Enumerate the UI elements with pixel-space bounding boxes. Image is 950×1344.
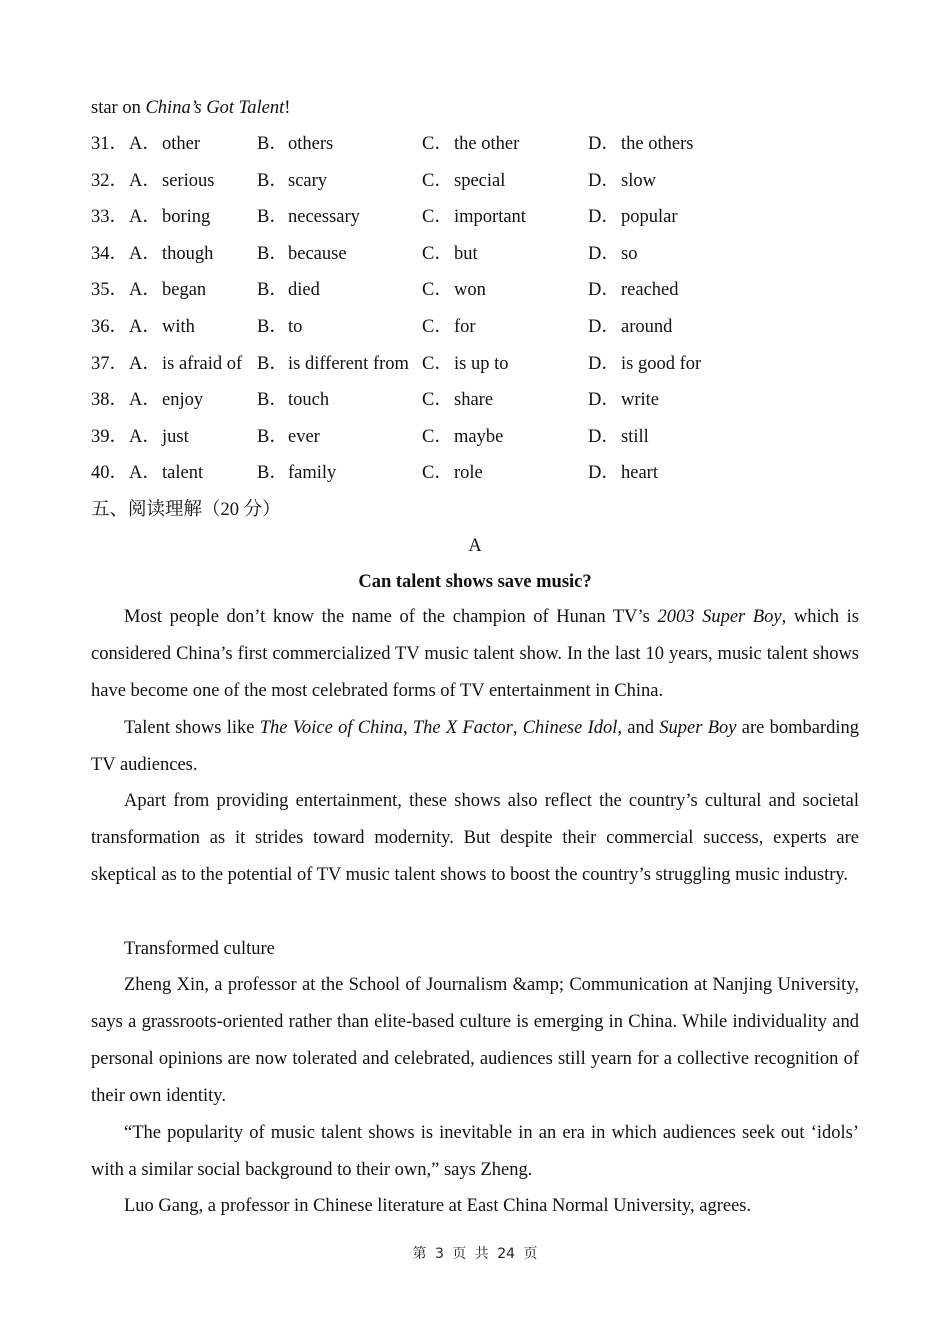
option-d: reached (621, 280, 679, 301)
option-d: is good for (621, 353, 702, 374)
option-b: others (288, 134, 334, 154)
option-d: so (621, 243, 638, 264)
question-row (91, 315, 859, 339)
question-number: 31． (91, 134, 129, 154)
option-b: necessary (288, 207, 360, 228)
option-label-a: A． (129, 463, 161, 484)
option-label-b: B． (257, 353, 288, 374)
option-a: just (162, 426, 189, 447)
option-a: began (162, 280, 207, 301)
option-label-b: B． (257, 207, 288, 228)
option-label-a: A． (129, 134, 161, 154)
option-c: but (454, 243, 478, 264)
option-label-b: B． (257, 426, 288, 447)
question-number: 37． (91, 353, 129, 374)
passage-title: Can talent shows save music? (358, 572, 592, 592)
option-label-a: A． (129, 207, 161, 228)
section-heading: 五、阅读理解（20 分） (91, 500, 281, 520)
paragraph-5: “The popularity of music talent shows is inevitable in an era in which audiences seek out ‘idols’ with a similar social background to their own,” says Zheng. (91, 1123, 859, 1180)
question-number: 39． (91, 426, 129, 447)
intro-suffix: ! (284, 98, 291, 118)
option-label-c: C． (422, 317, 453, 337)
option-label-c: C． (422, 390, 453, 411)
option-c: the other (454, 134, 520, 154)
option-b: ever (288, 426, 320, 447)
option-c: important (454, 207, 526, 228)
option-label-c: C． (422, 463, 453, 484)
option-c: share (454, 390, 494, 411)
question-number: 32． (91, 170, 129, 191)
question-row (91, 205, 859, 229)
option-b: is different from (288, 353, 409, 374)
option-d: slow (621, 170, 656, 191)
option-c: maybe (454, 426, 504, 447)
option-c: for (454, 317, 476, 337)
paragraph-1: Most people don’t know the name of the champion of Hunan TV’s 2003 Super Boy, which is considered China’s first commercialized TV music talent show. In the last 10 years, music talent shows have become one of the most celebrated forms of TV entertainment in China. (91, 607, 859, 701)
option-label-d: D． (588, 390, 620, 411)
question-number: 36． (91, 317, 129, 337)
question-row (91, 388, 859, 412)
option-label-a: A． (129, 353, 161, 374)
option-label-b: B． (257, 463, 288, 484)
option-c: role (454, 463, 483, 484)
option-label-d: D． (588, 207, 620, 228)
question-row (91, 425, 859, 449)
option-b: because (288, 243, 347, 264)
question-number: 40． (91, 463, 129, 484)
option-a: enjoy (162, 390, 204, 411)
question-row (91, 242, 859, 266)
option-label-a: A． (129, 170, 161, 191)
question-row (91, 352, 859, 376)
passage-label: A (468, 536, 482, 556)
option-d: the others (621, 134, 694, 154)
option-d: write (621, 390, 660, 411)
question-row (91, 461, 859, 485)
paragraph-4: Zheng Xin, a professor at the School of Journalism &amp; Communication at Nanjing University, says a grassroots-oriented rather than elite-based culture is emerging in China. While individuality and personal opinions are now tolerated and celebrated, audiences still yearn for a collective recognition of their own identity. (91, 975, 859, 1106)
option-d: around (621, 317, 673, 337)
option-label-c: C． (422, 170, 453, 191)
option-label-d: D． (588, 426, 620, 447)
intro-line (91, 96, 290, 120)
option-label-b: B． (257, 390, 288, 411)
option-a: with (162, 317, 195, 337)
option-label-b: B． (257, 134, 288, 154)
option-label-a: A． (129, 390, 161, 411)
option-d: popular (621, 207, 678, 228)
question-number: 33． (91, 207, 129, 228)
option-b: to (288, 317, 303, 337)
option-b: died (288, 280, 320, 301)
option-label-b: B． (257, 243, 288, 264)
option-label-a: A． (129, 426, 161, 447)
option-label-b: B． (257, 280, 288, 301)
show-title: China’s Got Talent (145, 98, 285, 118)
option-label-b: B． (257, 170, 288, 191)
option-label-c: C． (422, 280, 453, 301)
option-label-d: D． (588, 134, 620, 154)
option-d: heart (621, 463, 658, 484)
page-footer: 第 3 页 共 24 页 (412, 1246, 538, 1262)
option-label-a: A． (129, 243, 161, 264)
option-label-d: D． (588, 243, 620, 264)
question-row (91, 278, 859, 302)
option-b: family (288, 463, 337, 484)
paragraph-3: Apart from providing entertainment, these shows also reflect the country’s cultural and societal transformation as it strides toward modernity. But despite their commercial success, experts are skeptical as to the potential of TV music talent shows to boost the country’s struggling music industry. (91, 791, 859, 885)
option-a: boring (162, 207, 211, 228)
option-a: is afraid of (162, 353, 243, 374)
question-row (91, 132, 859, 156)
paragraph-2: Talent shows like The Voice of China, The X Factor, Chinese Idol, and Super Boy are bombarding TV audiences. (91, 718, 859, 775)
option-a: serious (162, 170, 215, 191)
subheading: Transformed culture (124, 939, 275, 959)
option-label-d: D． (588, 463, 620, 484)
option-label-c: C． (422, 426, 453, 447)
option-label-d: D． (588, 353, 620, 374)
option-label-c: C． (422, 243, 453, 264)
option-label-c: C． (422, 134, 453, 154)
option-label-d: D． (588, 280, 620, 301)
option-c: won (454, 280, 486, 301)
option-a: though (162, 243, 214, 264)
question-row (91, 169, 859, 193)
option-c: is up to (454, 353, 509, 374)
option-label-d: D． (588, 317, 620, 337)
paragraph-6: Luo Gang, a professor in Chinese literature at East China Normal University, agrees. (124, 1196, 752, 1216)
question-number: 34． (91, 243, 129, 264)
option-label-c: C． (422, 353, 453, 374)
option-d: still (621, 426, 649, 447)
option-c: special (454, 170, 506, 191)
option-b: scary (288, 170, 328, 191)
question-number: 35． (91, 280, 129, 301)
option-label-d: D． (588, 170, 620, 191)
question-number: 38． (91, 390, 129, 411)
option-a: other (162, 134, 201, 154)
option-b: touch (288, 390, 330, 411)
option-label-c: C． (422, 207, 453, 228)
intro-text: star on (91, 98, 146, 118)
option-a: talent (162, 463, 204, 484)
option-label-a: A． (129, 317, 161, 337)
option-label-b: B． (257, 317, 288, 337)
option-label-a: A． (129, 280, 161, 301)
